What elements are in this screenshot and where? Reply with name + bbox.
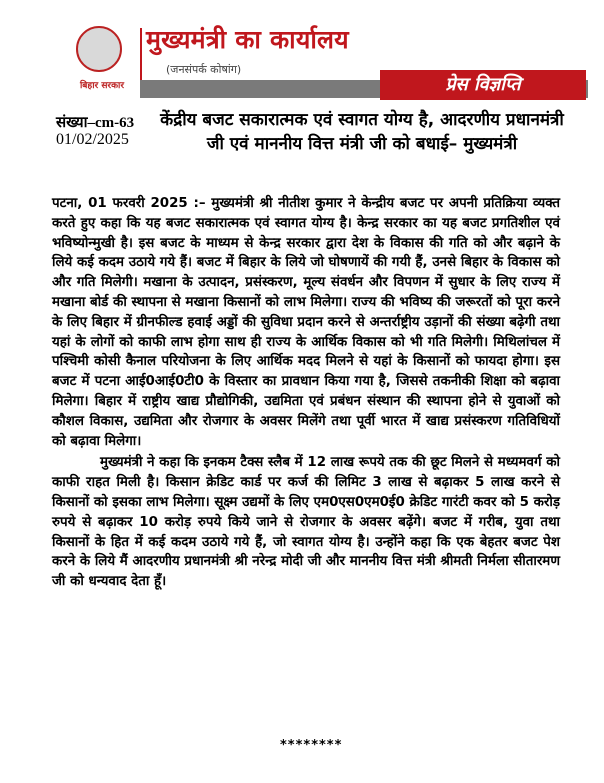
reference-number: संख्या–cm-63 (56, 115, 135, 131)
letterhead (58, 18, 588, 102)
logo-caption: बिहार सरकार (79, 81, 125, 91)
headline: केंद्रीय बजट सकारात्मक एवं स्वागत योग्य है, आदरणीय प्रधानमंत्री जी एवं माननीय वित्त मंत्री जी को बधाई– मुख्यमंत्री (160, 110, 564, 154)
press-release-label: प्रेस विज्ञप्ति (380, 70, 586, 100)
paragraph-1: पटना, 01 फरवरी 2025 :– मुख्यमंत्री श्री नीतीश कुमार ने केन्द्रीय बजट पर अपनी प्रतिक्रिया व्यक्त करते हुए कहा कि यह बजट सकारात्मक एवं स्वागत योग्य है। केन्द्र सरकार का यह बजट प्रगतिशील एवं भविष्योन्मुखी है। इस बजट के माध्यम से केन्द्र सरकार द्वारा देश के विकास की गति को और बढ़ाने के लिये कई कदम उठाये गये हैं। बजट में बिहार के लिये जो घोषणायें की गयी हैं, उनसे बिहार के विकास को और गति मिलेगी। मखाना के उत्पादन, प्रसंस्करण, मूल्य संवर्धन और विपणन में सुधार के लिए राज्य में मखाना बोर्ड की स्थापना से मखाना किसानों को लाभ मिलेगा। राज्य की भविष्य की जरूरतों को पूरा करने के लिए बिहार में ग्रीनफील्ड हवाई अड्डों की सुविधा प्रदान करने से अन्तर्राष्ट्रीय उड़ानों की संख्या बढ़ेगी तथा यहां के लोगों को काफी लाभ होगा साथ ही राज्य के आर्थिक विकास को भी गति मिलेगी। मिथिलांचल में पश्चिमी कोसी कैनाल परियोजना के लिए आर्थिक मदद मिलने से यहां के किसानों को फायदा होगा। इस बजट में पटना आई0आई0टी0 के विस्तार का प्रावधान किया गया है, जिससे तकनीकी शिक्षा को बढ़ावा मिलेगा। बिहार में राष्ट्रीय खाद्य प्रौद्योगिकी, उद्यमिता एवं प्रबंधन संस्थान की स्थापना होने से युवाओं को कौशल विकास, उद्यमिता और रोजगार के अवसर मिलेंगे तथा पूर्वी भारत में खाद्य प्रसंस्करण गतिविधियों को बढ़ावा मिलेगा। (52, 196, 560, 449)
release-date: 01/02/2025 (56, 131, 129, 148)
end-marker: ******** (280, 738, 343, 753)
paragraph-2: मुख्यमंत्री ने कहा कि इनकम टैक्स स्लैब में 12 लाख रूपये तक की छूट मिलने से मध्यमवर्ग को काफी राहत मिली है। किसान क्रेडिट कार्ड पर कर्ज की लिमिट 3 लाख से बढ़ाकर 5 लाख करने से किसानों को इसका लाभ मिलेगा। सूक्ष्म उद्यमों के लिए एम0एस0एम0ई0 क्रेडिट गारंटी कवर को 5 करोड़ रुपये से बढ़ाकर 10 करोड़ रुपये किये जाने से रोजगार के अवसर बढ़ेंगे। बजट में गरीब, युवा तथा किसानों के हित में कई कदम उठाये गये हैं, जो स्वागत योग्य है। उन्होंने कहा कि एक बेहतर बजट पेश करने के लिये मैं आदरणीय प्रधानमंत्री श्री नरेन्द्र मोदी जी और माननीय वित्त मंत्री श्रीमती निर्मला सीतारमण जी को धन्यवाद देता हूँ। (52, 455, 560, 590)
header-divider (140, 28, 142, 80)
office-subtitle: (जनसंपर्क कोषांग) (166, 63, 242, 76)
office-title: मुख्यमंत्री का कार्यालय (146, 25, 349, 54)
press-body (52, 194, 560, 592)
bihar-emblem-icon (70, 26, 128, 102)
emblem-circle (76, 26, 122, 72)
